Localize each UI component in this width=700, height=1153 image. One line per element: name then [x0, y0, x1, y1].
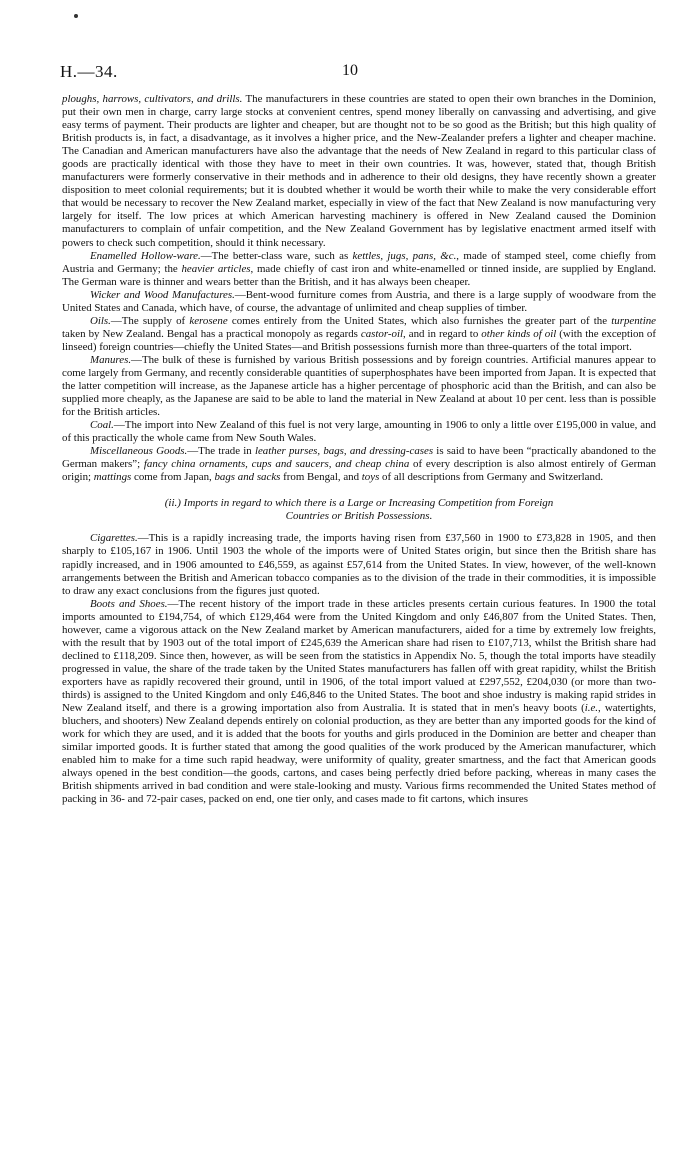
run: The manufacturers in these countries are stated to open their own branches in the Dominion, put their own men in charge, carry large stocks at convenient centres, spend money liberally on canvassing and advertising, and give easy terms of payment. Their products are lighter and cheaper, but are thought not to be so good as the British; but this high quality of British products is, in fact, a disadvantage, as it involves a higher price, and the New-Zealander prefers a lighter and cheaper machine. The Canadian and American manufacturers have also the advantage that the needs of New Zealand in regard to this particular class of goods are practically identical with those they have to meet in their own countries. It was, however, stated that, though British manufacturers were formerly conservative in their methods and in adherence to their old designs, they have recently shown a greater disposition to meet colonial requirements; but it is doubted whether it would be worth their while to make the very considerable effort that would be necessary to recover the New Zealand market, especially in view of the fact that New Zealand is now manufacturing very largely for itself. The low prices at which American harvesting machinery is offered in New Zealand caused the Dominion manufacturers to complain of unfair competition, and the New Zealand Government has by legislative enactment armed itself with powers to check such competition, should it think necessary. — [62, 93, 656, 249]
paragraph — [62, 250, 656, 289]
run: —Bent-wood furniture comes from Austria, and there is a large supply of woodware from the United States and Canada, which have, of course, the advantage of unlimited and cheap supplies of timber. — [62, 288, 656, 314]
run: —The recent history of the import trade in these articles presents certain curious features. In 1900 the total imports amounted to £194,754, of which £129,464 were from the United Kingdom and only £46,807 from the United States. Then, however, came a vigorous attack on the New Zealand market by American manufacturers, aided for a time by extremely low freights, with the result that by 1903 out of the total import of £245,639 the American share had risen to £107,713, whilst the British share had declined to £118,209. Since then, however, as will be seen from the statistics in Appendix No. 5, though the total imports have steadily progressed in value, the share of the trade taken by the United States manufacturers has fallen off with great rapidity, whilst the British exporters have as rapidly recovered their ground, until in 1906, of the total import valued at £297,552, £204,030 (or more than two-thirds) is assigned to the United Kingdom and only £46,846 to the United States. The boot and shoe industry is making rapid strides in New Zealand itself, and there is a growing importation also from Australia. It is stated that in men's heavy boots ( — [62, 597, 656, 715]
paragraph — [62, 315, 656, 354]
run-italic: kettles, jugs, pans, &c. — [352, 249, 457, 262]
run: , made of stamped steel, come chiefly from Austria and Germany; the — [62, 249, 657, 275]
scan-mark — [74, 14, 78, 18]
run-italic: heavier articles — [181, 262, 251, 275]
subheading: Enamelled Hollow-ware. — [90, 249, 201, 262]
subheading: Manures. — [90, 353, 132, 366]
subheading: Oils. — [90, 314, 111, 327]
subheading: Wicker and Wood Manufactures. — [90, 288, 235, 301]
paragraph — [62, 598, 656, 807]
document-reference: H.—34. — [60, 62, 118, 81]
run-italic: bags and sacks — [214, 471, 281, 484]
run-italic: toys — [361, 471, 380, 484]
run: —This is a rapidly increasing trade, the imports having risen from £37,560 in 1900 to £73,828 in 1905, and then sharply to £105,167 in 1906. Until 1903 the whole of the imports were of United States origin, but since then the British share has rapidly increased, and in 1906 amounted to £46,559, as against £57,614 from the United States. In view, however, of the well-known arrangements between the British and American tobacco companies as to the division of the trade in their commodities, it is impossible to draw any exact conclusions from the figures just quoted. — [62, 532, 656, 597]
run: come from Japan, — [131, 471, 215, 484]
run: —The bulk of these is furnished by various British possessions and by foreign countries. Artificial manures appear to come largely from Germany, and recently considerable quantities of superphosphates have been imported from Japan. It is expected that the latter competition will increase, as the Japanese article has a higher percentage of phosphoric acid than the British, and can also be supplied more cheaply, as the Japanese are said to be able to land the material in New Zealand at about 10 per cent. less than is possible for the British articles. — [62, 353, 656, 419]
run-italic: mattings — [93, 471, 132, 484]
run: of every description is also almost entirely of German origin; — [62, 458, 656, 484]
paragraph — [62, 93, 656, 250]
paragraph — [62, 354, 656, 419]
run-italic: other kinds of oil — [481, 327, 557, 340]
section-heading-line: Countries or British Possessions. — [285, 510, 433, 523]
section-heading — [62, 497, 656, 523]
subheading: Cigarettes. — [90, 532, 138, 545]
paragraph — [62, 445, 656, 484]
run-italic: castor-oil — [360, 327, 404, 340]
run: comes entirely from the United States, which also furnishes the greater part of the — [227, 314, 612, 327]
section-heading-line: (ii.) Imports in regard to which there is a Large or Increasing Competition from Foreign — [164, 497, 554, 510]
run: , made chiefly of cast iron and white-enamelled or tinned inside, are supplied by England. The German ware is thinner and wears better than the British, and it has always been cheaper. — [62, 262, 657, 288]
page-header — [60, 62, 660, 86]
run: —The supply of — [110, 314, 190, 327]
run-italic: kerosene — [189, 314, 228, 327]
run: of all descriptions from Germany and Switzerland. — [379, 471, 604, 484]
page-number: 10 — [342, 62, 358, 79]
run-italic: turpentine — [611, 314, 657, 327]
body-text — [62, 93, 656, 806]
subheading: Miscellaneous Goods. — [90, 445, 188, 458]
run: —The import into New Zealand of this fuel is not very large, amounting in 1906 to only a little over £195,000 in value, and of this practically the whole came from New South Wales. — [62, 419, 656, 445]
run: —The trade in — [187, 445, 255, 458]
run: —The better-class ware, such as — [200, 249, 353, 262]
run: , and in regard to — [403, 327, 482, 340]
run-italic: leather purses, bags, and dressing-cases — [254, 445, 434, 458]
run: , watertights, bluchers, and shooters) New Zealand depends entirely on colonial production, as they are better than any imported goods for the kind of work for which they are used, and it is added that the boots for youths and girls produced in the Dominion are better and cheaper than similar imported goods. It is further stated that among the good qualities of the work produced by the American manufacturer, which enabled him to make for a time such rapid headway, were uniformity of quality, greater smartness, and the fact that American goods always opened in the best condition—the goods, cartons, and cases being perfectly dried before packing, whereas in many cases the British shipments arrived in bad condition and were stale-looking and musty. Various firms recommended the United States method of packing in 36- and 72-pair cases, packed on end, one tier only, and cases made to fit cartons, which insures — [62, 702, 657, 806]
run: taken by New Zealand. Bengal has a practical monopoly as regards — [62, 327, 361, 340]
paragraph — [62, 532, 656, 597]
subheading: Coal. — [90, 419, 114, 432]
run: from Bengal, and — [280, 471, 362, 484]
run: (with the exception of linseed) foreign countries—chiefly the United States—and British possessions furnish more than three-quarters of the total import. — [62, 327, 656, 353]
run-italic: ploughs, harrows, cultivators, and drills. — [62, 93, 243, 105]
run: is said to have been “practically abandoned to the German makers”; — [62, 445, 656, 471]
run-italic: fancy china ornaments, cups and saucers, and cheap china — [143, 458, 410, 471]
subheading: Boots and Shoes. — [90, 597, 168, 610]
paragraph — [62, 419, 656, 445]
paragraph — [62, 289, 656, 315]
run-italic: i.e. — [584, 702, 599, 715]
